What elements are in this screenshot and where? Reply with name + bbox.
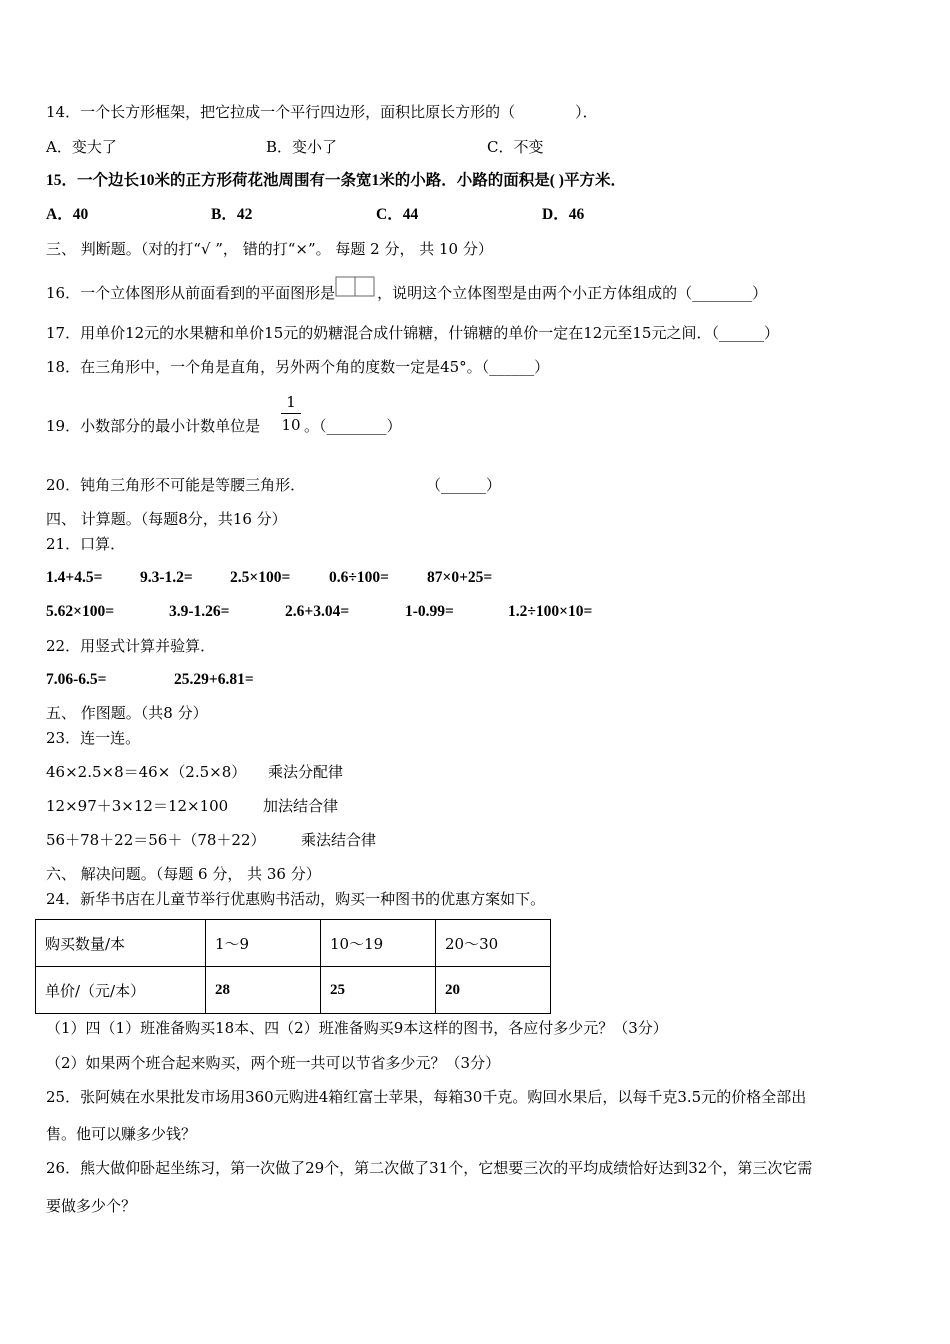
q20-stem: 20．钝角三角形不可能是等腰三角形． (46, 476, 306, 494)
q23-right-2: 加法结合律 (263, 797, 339, 815)
fraction-numerator: 1 (286, 393, 296, 411)
table-cell: 20 (436, 967, 551, 1014)
q20-blank: （______） (426, 476, 502, 494)
section-3-heading: 三、 判断题。（对的打“√ ”， 错的打“×”。 每题 2 分， 共 10 分） (46, 240, 493, 258)
q21-r2-c5: 1.2÷100×10= (508, 603, 593, 620)
q15-stem: 15．一个边长10米的正方形荷花池周围有一条宽1米的小路．小路的面积是( )平方米． (46, 172, 626, 189)
table-cell: 购买数量/本 (36, 920, 206, 967)
table-row (36, 920, 551, 967)
q24-stem: 24．新华书店在儿童节举行优惠购书活动，购买一种图书的优惠方案如下。 (46, 890, 546, 908)
q21-r2-c2: 3.9-1.26= (169, 603, 230, 620)
q14-option-b: B．变小了 (266, 138, 338, 156)
q23-title: 23．连一连。 (46, 729, 141, 747)
section-4-heading: 四、 计算题。（每题8分，共16 分） (46, 510, 287, 528)
q19-before: 19．小数部分的最小计数单位是 (46, 417, 261, 435)
q21-r1-c5: 87×0+25= (427, 569, 493, 586)
q16 (46, 276, 767, 303)
q26-line-2: 要做多少个？ (46, 1197, 137, 1215)
q21-r1-c2: 9.3-1.2= (140, 569, 193, 586)
q21-r2-c3: 2.6+3.04= (285, 603, 350, 620)
q14-option-a: A．变大了 (46, 138, 117, 156)
fraction-one-tenth (278, 393, 304, 434)
q24-sub-2: （2）如果两个班合起来购买，两个班一共可以节省多少元？（3分） (46, 1054, 501, 1072)
q14-option-c: C．不变 (487, 138, 544, 156)
q15-option-b: B．42 (211, 206, 253, 223)
discount-table (35, 919, 551, 1014)
q23-right-3: 乘法结合律 (301, 831, 377, 849)
q22-title: 22．用竖式计算并验算． (46, 637, 216, 655)
q26-line-1: 26．熊大做仰卧起坐练习，第一次做了29个，第二次做了31个，它想要三次的平均成绩恰好达到32个，第三次它需 (46, 1159, 813, 1177)
table-row (36, 967, 551, 1014)
q24-sub-1: （1）四（1）班准备购买18本、四（2）班准备购买9本这样的图书，各应付多少元？（3分） (46, 1019, 668, 1037)
q16-after: ，说明这个立体图型是由两个小正方体组成的（________） (377, 284, 768, 302)
q21-r1-c3: 2.5×100= (230, 569, 291, 586)
two-squares-figure (335, 276, 377, 300)
q14-stem: 14．一个长方形框架，把它拉成一个平行四边形，面积比原长方形的（ ）． (46, 103, 598, 121)
q23-left-3: 56＋78＋22＝56＋（78＋22） (46, 831, 266, 849)
q15-option-c: C．44 (376, 206, 419, 223)
q21-r2-c1: 5.62×100= (46, 603, 115, 620)
q21-title: 21．口算． (46, 535, 126, 553)
table-cell: 20～30 (436, 920, 551, 967)
q21-r1-c4: 0.6÷100= (329, 569, 389, 586)
q22-item-1: 7.06-6.5= (46, 671, 107, 688)
q25-line-2: 售。他可以赚多少钱？ (46, 1125, 197, 1143)
q23-left-2: 12×97＋3×12＝12×100 (46, 797, 229, 815)
q25-line-1: 25．张阿姨在水果批发市场用360元购进4箱红富士苹果，每箱30千克。购回水果后，以每千克3.5元的价格全部出 (46, 1088, 807, 1106)
q15-option-d: D．46 (542, 206, 585, 223)
q15-option-a: A．40 (46, 206, 89, 223)
q16-before: 16．一个立体图形从前面看到的平面图形是 (46, 284, 336, 302)
q21-r1-c1: 1.4+4.5= (46, 569, 103, 586)
q21-r2-c4: 1-0.99= (405, 603, 454, 620)
table-cell: 25 (321, 967, 436, 1014)
table-cell: 单价/（元/本） (36, 967, 206, 1014)
q22-item-2: 25.29+6.81= (174, 671, 254, 688)
section-5-heading: 五、 作图题。（共8 分） (46, 704, 208, 722)
table-cell: 10～19 (321, 920, 436, 967)
q19-after: 。（________） (304, 417, 402, 435)
q17: 17．用单价12元的水果糖和单价15元的奶糖混合成什锦糖，什锦糖的单价一定在12元至15元之间．（______） (46, 324, 779, 342)
q23-right-1: 乘法分配律 (268, 763, 344, 781)
fraction-denominator: 10 (281, 416, 301, 434)
section-6-heading: 六、 解决问题。（每题 6 分， 共 36 分） (46, 865, 321, 883)
q18: 18．在三角形中，一个角是直角，另外两个角的度数一定是45°。（______） (46, 358, 550, 376)
q23-left-1: 46×2.5×8＝46×（2.5×8） (46, 763, 247, 781)
table-cell: 1～9 (206, 920, 321, 967)
table-cell: 28 (206, 967, 321, 1014)
